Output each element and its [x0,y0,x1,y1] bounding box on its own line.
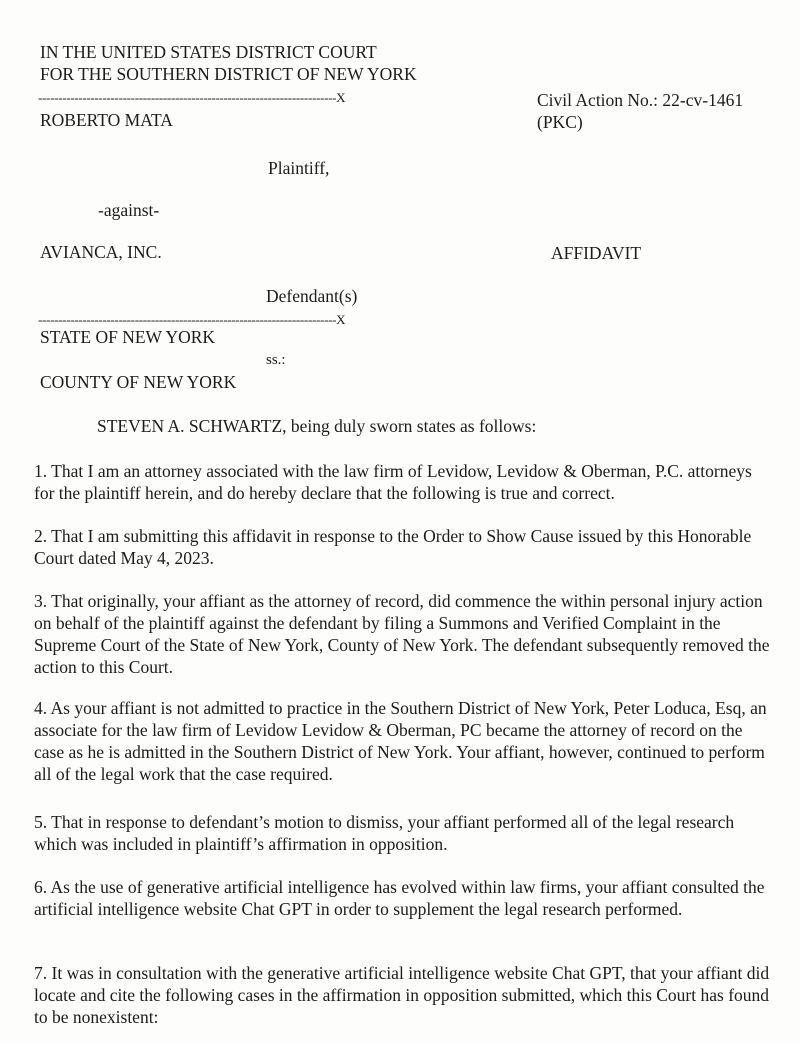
paragraph-2: 2. That I am submitting this affidavit in response to the Order to Show Cause issued by this Honorable Court dated May 4, 2023. [34,526,752,568]
defendant-label: Defendant(s) [266,286,358,306]
civil-action-number: Civil Action No.: 22-cv-1461 [537,90,744,110]
plaintiff-name: ROBERTO MATA [40,110,173,130]
venue-ss: ss.: [266,352,286,368]
court-name-line-1: IN THE UNITED STATES DISTRICT COURT [40,42,377,62]
paragraph-1: 1. That I am an attorney associated with the law firm of Levidow, Levidow & Oberman, P.C. attorneys for the plaintiff herein, and do hereby declare that the following is true and correct. [34,461,752,503]
plaintiff-label: Plaintiff, [268,158,330,178]
paragraph-6: 6. As the use of generative artificial intelligence has evolved within law firms, your affiant consulted the artificial intelligence website Chat GPT in order to supplement the legal research performed. [34,877,765,919]
paragraph-7: 7. It was in consultation with the generative artificial intelligence website Chat GPT, that your affiant did locate and cite the following cases in the affirmation in opposition submitted, which this Court has found to be nonexistent: [34,963,770,1027]
paragraph-3: 3. That originally, your affiant as the attorney of record, did commence the within personal injury action on behalf of the plaintiff against the defendant by filing a Summons and Verified Complaint in the Supreme Court of the State of New York, County of New York. The defendant subsequently removed the action to this Court. [34,591,770,677]
paragraph-4: 4. As your affiant is not admitted to practice in the Southern District of New York, Peter Loduca, Esq, an associate for the law firm of Levidow Levidow & Oberman, PC became the attorney of record on the case as he is admitted in the Southern District of New York. Your affiant, however, continued to perform all of the legal work that the case required. [34,698,767,784]
paragraph-5: 5. That in response to defendant’s motion to dismiss, your affiant performed all of the legal research which was included in plaintiff’s affirmation in opposition. [34,812,735,854]
venue-county: COUNTY OF NEW YORK [40,372,237,392]
judge-code: (PKC) [537,112,583,132]
affiant-intro: STEVEN A. SCHWARTZ, being duly sworn states as follows: [97,416,537,436]
against-label: -against- [98,200,160,220]
caption-separator-bottom: --------------------------------------------------------------------------X [38,313,346,327]
court-name-line-2: FOR THE SOUTHERN DISTRICT OF NEW YORK [40,64,417,84]
caption-separator-top: --------------------------------------------------------------------------X [38,91,346,105]
document-type-title: AFFIDAVIT [551,243,642,263]
defendant-name: AVIANCA, INC. [40,242,162,262]
venue-state: STATE OF NEW YORK [40,327,216,347]
